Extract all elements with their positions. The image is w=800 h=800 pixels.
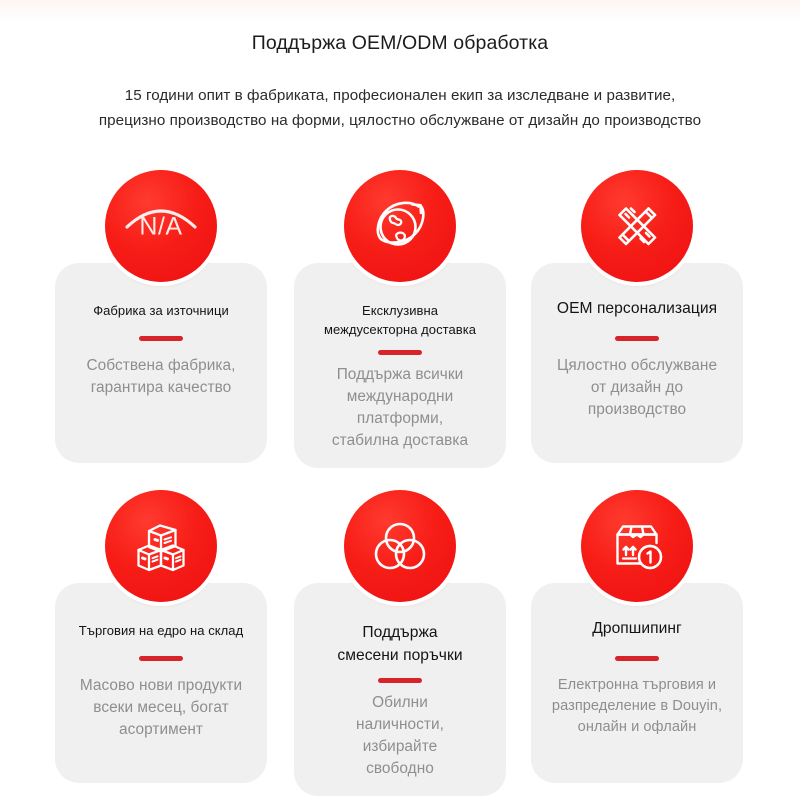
desc-line: гарантира качество xyxy=(90,379,232,397)
page-subtitle xyxy=(0,56,800,133)
stacked-boxes-icon xyxy=(105,490,217,602)
na-placeholder-icon xyxy=(105,170,217,282)
globe-arrow-icon xyxy=(344,170,456,282)
card-description xyxy=(332,364,468,452)
feature-row-2 xyxy=(0,490,800,800)
desc-line: международни xyxy=(346,388,454,406)
card-description xyxy=(80,675,242,741)
desc-line: разпределение в Douyin, xyxy=(551,697,723,714)
venn-circles-icon xyxy=(344,490,456,602)
desc-line: свободно xyxy=(366,759,434,777)
desc-line: онлайн и офлайн xyxy=(577,718,697,735)
card-divider xyxy=(615,336,659,341)
pencil-ruler-icon xyxy=(581,170,693,282)
desc-line: производство xyxy=(587,400,687,418)
card-body xyxy=(294,583,506,796)
card-heading: Търговия на едро на склад xyxy=(78,623,244,638)
card-body xyxy=(55,583,267,783)
card-heading: Фабрика за източници xyxy=(93,303,229,318)
page-title: Поддържа OEM/ODM обработка xyxy=(251,32,549,54)
desc-line: Поддържа всички xyxy=(336,366,464,384)
desc-line: наличности, xyxy=(356,716,444,734)
card-heading: Дропшипинг xyxy=(592,620,682,637)
card-body xyxy=(531,583,743,783)
desc-line: Собствена фабрика, xyxy=(86,357,236,375)
desc-line: всеки месец, богат xyxy=(93,699,229,717)
card-description xyxy=(356,692,444,780)
feature-grid xyxy=(0,170,800,800)
card-divider xyxy=(615,656,659,661)
card-divider xyxy=(378,350,422,355)
subtitle-line-1: 15 години опит в фабриката, професионален екип за изследване и развитие, xyxy=(124,87,676,105)
card-divider xyxy=(139,656,183,661)
card-heading xyxy=(324,301,476,339)
na-label: N/A xyxy=(139,212,183,241)
desc-line: асортимент xyxy=(118,720,204,738)
desc-line: платформи, xyxy=(356,410,444,428)
desc-line: Цялостно обслужване xyxy=(556,357,718,375)
heading-line: Поддържа xyxy=(362,624,438,641)
page-header xyxy=(0,0,800,134)
card-heading: OEM персонализация xyxy=(556,300,718,317)
card-divider xyxy=(378,678,422,683)
desc-line: от дизайн до xyxy=(590,378,684,396)
desc-line: избирайте xyxy=(362,737,438,755)
card-description xyxy=(552,675,722,737)
card-description xyxy=(87,355,236,399)
heading-line: смесени поръчки xyxy=(337,647,463,665)
desc-line: Обилни xyxy=(372,694,428,712)
card-description xyxy=(557,355,717,421)
desc-line: Масово нови продукти xyxy=(79,677,243,695)
card-divider xyxy=(139,336,183,341)
card-heading xyxy=(337,621,462,667)
desc-line: Електронна търговия и xyxy=(557,677,717,694)
heading-line: междусекторна доставка xyxy=(323,322,477,338)
card-body xyxy=(55,263,267,463)
card-body xyxy=(531,263,743,463)
subtitle-line-2: прецизно производство на форми, цялостно обслужване от дизайн до производство xyxy=(98,111,702,129)
heading-line: Ексклузивна xyxy=(361,303,438,318)
shipping-box-one-icon xyxy=(581,490,693,602)
feature-row-1 xyxy=(0,170,800,490)
card-body xyxy=(294,263,506,468)
desc-line: стабилна доставка xyxy=(331,432,469,450)
